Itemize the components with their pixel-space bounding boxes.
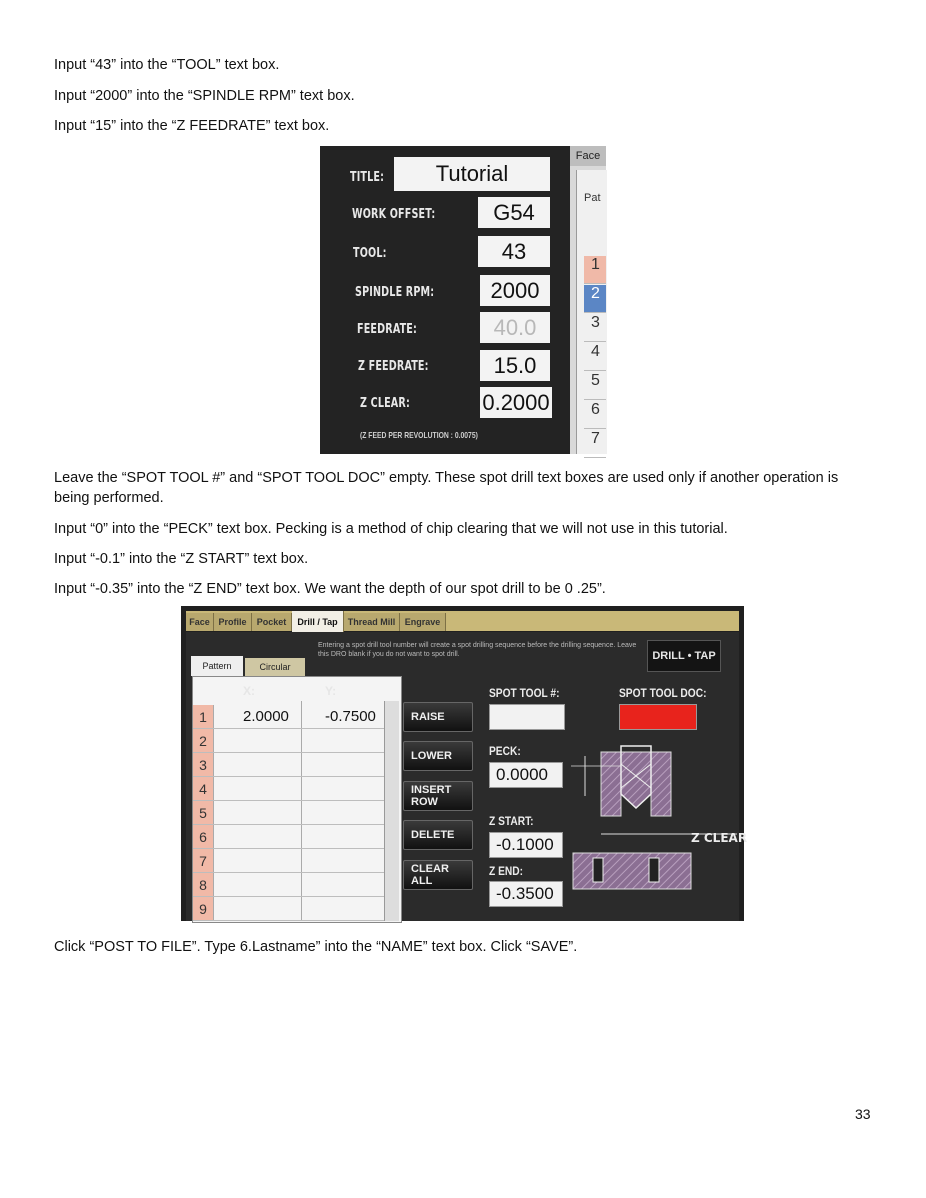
z-feedrate-field[interactable]: 15.0 [480,350,550,381]
tab-pocket[interactable]: Pocket [252,613,292,631]
peck-label: PECK: [489,744,521,758]
instruction-z-start: Input “-0.1” into the “Z START” text box. [54,551,309,567]
table-row[interactable] [193,729,398,753]
table-scrollbar[interactable] [384,701,399,921]
row-number: 2 [193,729,214,752]
raise-button[interactable]: RAISE [403,702,473,732]
list-item[interactable]: 4 [584,343,606,371]
list-item[interactable]: 2 [584,285,606,313]
instruction-spot-tool: Leave the “SPOT TOOL #” and “SPOT TOOL DOC” empty. These spot drill text boxes are used only if another operation is being performed. [54,470,839,506]
z-start-label: Z START: [489,814,534,828]
row-number: 1 [193,705,214,728]
row-number: 9 [193,897,214,920]
tab-pattern[interactable]: Pattern [191,656,243,676]
spindle-rpm-field[interactable]: 2000 [480,275,550,306]
tab-engrave[interactable]: Engrave [400,613,446,631]
feedrate-label: FEEDRATE: [357,322,418,337]
table-row[interactable] [193,873,398,897]
row-number: 6 [193,825,214,848]
work-offset-label: WORK OFFSET: [352,207,436,222]
drill-tap-toggle-button[interactable]: DRILL • TAP [647,640,721,672]
table-row[interactable] [193,777,398,801]
table-row[interactable] [193,801,398,825]
list-item[interactable]: 5 [584,372,606,400]
delete-button[interactable]: DELETE [403,820,473,850]
instruction-z-feedrate: Input “15” into the “Z FEEDRATE” text box. [54,118,330,134]
clear-all-button[interactable]: CLEAR ALL [403,860,473,890]
insert-row-button[interactable]: INSERT ROW [403,781,473,811]
tab-circular[interactable]: Circular [245,658,305,676]
x-column-header: X: [243,684,255,698]
row-number: 5 [193,801,214,824]
lower-button[interactable]: LOWER [403,741,473,771]
tab-face[interactable]: Face [570,146,606,166]
table-row[interactable] [193,753,398,777]
spindle-rpm-label: SPINDLE RPM: [355,285,435,300]
tab-thread-mill[interactable]: Thread Mill [344,613,400,631]
row-number: 8 [193,873,214,896]
tab-pattern[interactable]: Pat [584,192,601,204]
list-item[interactable]: 1 [584,256,606,284]
z-end-field[interactable]: -0.3500 [489,881,563,907]
title-field[interactable]: Tutorial [394,157,550,191]
screenshot-operation-settings [320,146,606,454]
instruction-tool: Input “43” into the “TOOL” text box. [54,57,280,73]
row-number: 3 [193,753,214,776]
spot-drill-diagram [571,746,748,906]
z-clear-diagram-label: Z CLEAR [691,831,748,845]
feedrate-field[interactable]: 40.0 [480,312,550,343]
page-number: 33 [855,1106,871,1122]
x-cell[interactable]: 2.0000 [243,708,289,725]
spot-tool-label: SPOT TOOL #: [489,686,560,700]
status-strip [501,908,503,915]
z-clear-label: Z CLEAR: [360,396,410,411]
list-item[interactable]: 3 [584,314,606,342]
row-number: 7 [193,849,214,872]
screenshot-drill-tap [181,606,748,921]
instruction-post-to-file: Click “POST TO FILE”. Type 6.Lastname” into the “NAME” text box. Click “SAVE”. [54,939,578,955]
spot-doc-label: SPOT TOOL DOC: [619,686,707,700]
row-number: 4 [193,777,214,800]
instruction-spindle: Input “2000” into the “SPINDLE RPM” text box. [54,88,355,104]
spot-tool-field[interactable] [489,704,565,730]
table-row[interactable] [193,849,398,873]
z-clear-field[interactable]: 0.2000 [480,387,552,418]
tool-label: TOOL: [353,246,387,261]
list-item[interactable]: 6 [584,401,606,429]
y-cell[interactable]: -0.7500 [325,708,376,725]
y-column-header: Y: [325,684,337,698]
tool-field[interactable]: 43 [478,236,550,267]
tab-profile[interactable]: Profile [214,613,252,631]
title-label: TITLE: [350,170,385,185]
list-item[interactable]: 7 [584,430,606,458]
tab-face[interactable]: Face [186,613,214,631]
instruction-peck: Input “0” into the “PECK” text box. Pecking is a method of chip clearing that we will not use in this tutorial. [54,521,728,537]
instruction-z-end: Input “-0.35” into the “Z END” text box. We want the depth of our spot drill to be 0 .25”. [54,581,606,597]
z-feedrate-label: Z FEEDRATE: [358,359,429,374]
z-end-label: Z END: [489,864,523,878]
table-row[interactable] [193,705,398,729]
spot-drill-info: Entering a spot drill tool number will create a spot drilling sequence before the drilling sequence. Leave this DRO blank if you do not want to spot drill. [318,642,637,658]
spot-doc-field[interactable] [619,704,697,730]
table-row[interactable] [193,825,398,849]
tab-drill-tap[interactable]: Drill / Tap [292,611,344,632]
table-row[interactable] [193,897,398,921]
peck-field[interactable]: 0.0000 [489,762,563,788]
work-offset-field[interactable]: G54 [478,197,550,228]
z-start-field[interactable]: -0.1000 [489,832,563,858]
z-feed-per-rev-note: (Z FEED PER REVOLUTION : 0.0075) [360,430,478,440]
